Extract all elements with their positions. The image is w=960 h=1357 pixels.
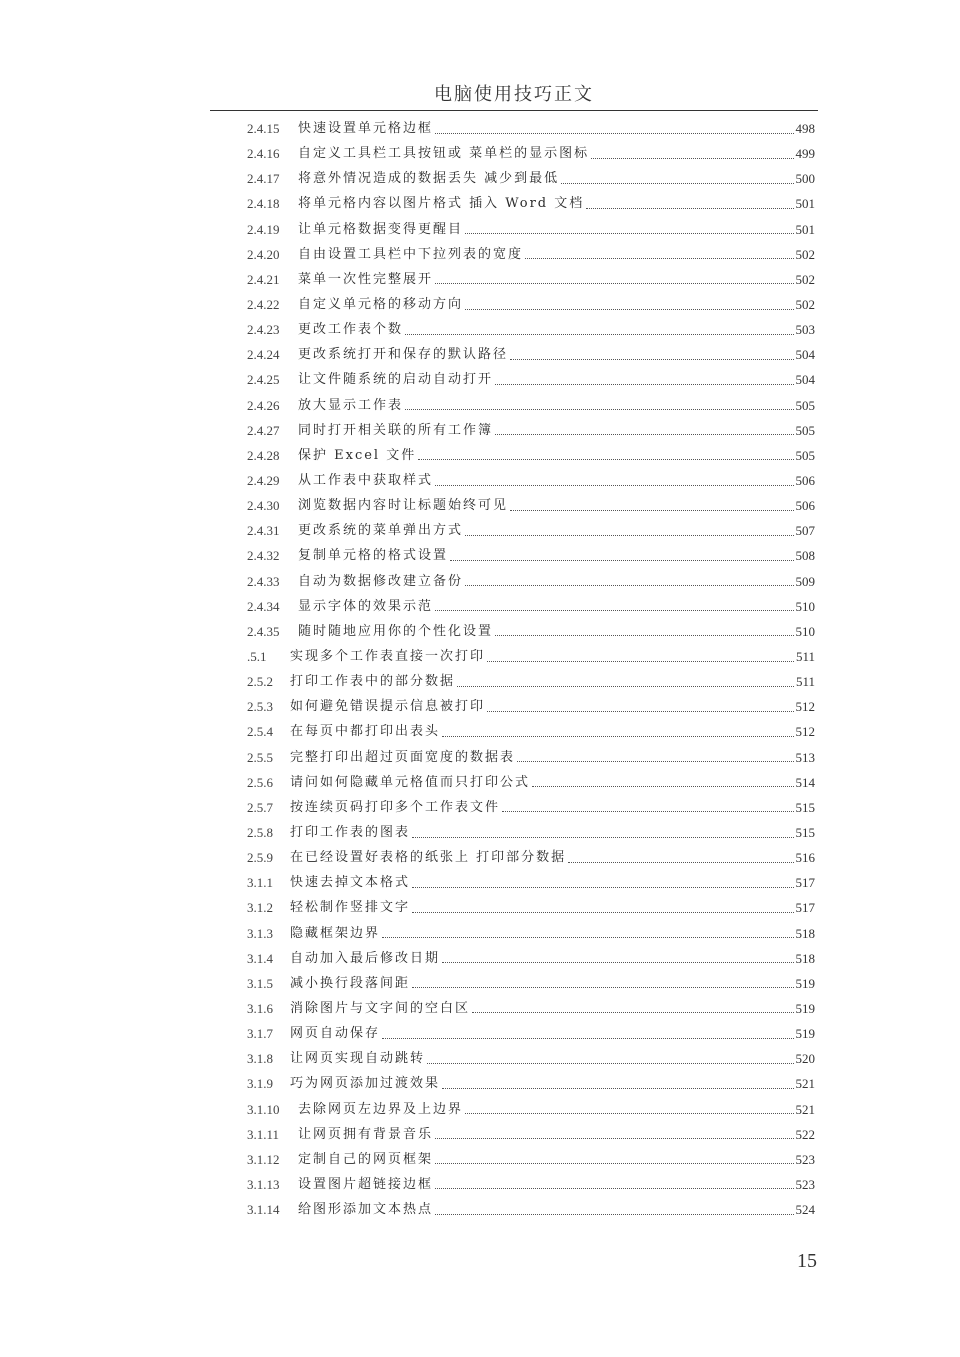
toc-dot-leader — [412, 836, 793, 838]
toc-entry-page: 507 — [795, 523, 815, 539]
toc-dot-leader — [435, 132, 793, 134]
toc-entry-number: 2.5.7 — [247, 799, 273, 815]
toc-entry-page: 517 — [795, 900, 815, 916]
toc-dot-leader — [465, 308, 793, 310]
toc-entry-title: 打印工作表中的部分数据 — [290, 674, 456, 690]
toc-entry-title: 放大显示工作表 — [298, 397, 404, 413]
toc-entry-page: 520 — [795, 1051, 815, 1067]
toc-entry-title: 自定义单元格的移动方向 — [298, 297, 464, 313]
toc-entry — [247, 1046, 815, 1071]
toc-entry — [247, 1021, 815, 1046]
toc-entry-title: 更改系统打开和保存的默认路径 — [298, 347, 509, 363]
toc-entry — [247, 870, 815, 895]
toc-entry-number: 2.4.21 — [247, 271, 280, 287]
toc-dot-leader — [418, 458, 793, 460]
toc-entry — [247, 393, 815, 418]
toc-entry-number: 2.4.23 — [247, 322, 280, 338]
toc-entry-page: 512 — [795, 724, 815, 740]
toc-entry-page: 501 — [795, 196, 815, 212]
toc-dot-leader — [412, 911, 793, 913]
toc-entry-number: 2.5.6 — [247, 774, 273, 790]
toc-entry — [247, 1122, 815, 1147]
toc-dot-leader — [412, 986, 793, 988]
toc-entry-page: 522 — [795, 1126, 815, 1142]
toc-entry-title: 自定义工具栏工具按钮或 菜单栏的显示图标 — [298, 146, 590, 162]
toc-entry — [247, 242, 815, 267]
toc-entry-title: 设置图片超链接边框 — [298, 1176, 434, 1192]
toc-entry-title: 随时随地应用你的个性化设置 — [298, 623, 494, 639]
toc-dot-leader — [405, 333, 793, 335]
toc-entry-page: 524 — [795, 1202, 815, 1218]
toc-entry — [247, 569, 815, 594]
toc-entry-page: 511 — [795, 649, 815, 665]
header-divider — [210, 110, 818, 111]
page-header-title: 电脑使用技巧正文 — [434, 84, 594, 105]
toc-entry-number: 2.5.8 — [247, 825, 273, 840]
toc-dot-leader — [465, 534, 793, 536]
toc-entry — [247, 141, 815, 166]
toc-entry-page: 505 — [795, 397, 815, 413]
toc-entry-page: 508 — [795, 548, 815, 564]
toc-entry-title: 轻松制作竖排文字 — [290, 900, 411, 916]
toc-entry-title: 网页自动保存 — [290, 1026, 381, 1042]
toc-entry — [247, 619, 815, 644]
toc-dot-leader — [495, 383, 793, 385]
toc-entry-number: 2.4.22 — [247, 297, 280, 313]
toc-entry-number: 2.4.30 — [247, 498, 280, 514]
toc-entry-page: 500 — [795, 171, 815, 187]
toc-dot-leader — [495, 634, 793, 636]
toc-dot-leader — [382, 936, 793, 938]
toc-dot-leader — [465, 1112, 793, 1114]
toc-entry-page: 523 — [795, 1151, 815, 1167]
toc-entry-title: 菜单一次性完整展开 — [298, 271, 434, 287]
toc-entry-page: 517 — [795, 875, 815, 891]
toc-entry — [247, 543, 815, 568]
toc-entry-number: 2.5.2 — [247, 674, 273, 690]
toc-entry-title: 让单元格数据变得更醒目 — [298, 221, 464, 237]
toc-entry — [247, 895, 815, 920]
toc-entry-title: 自动加入最后修改日期 — [290, 950, 441, 966]
toc-entry-number: 2.4.31 — [247, 523, 280, 539]
toc-entry-number: 2.4.35 — [247, 623, 280, 639]
toc-entry-page: 504 — [795, 372, 815, 388]
toc-entry — [247, 493, 815, 518]
toc-entry-number: 3.1.5 — [247, 975, 273, 991]
toc-entry — [247, 921, 815, 946]
toc-dot-leader — [586, 207, 793, 209]
toc-dot-leader — [442, 1087, 793, 1089]
toc-entry-number: 2.4.29 — [247, 473, 280, 489]
toc-entry-number: 2.4.28 — [247, 447, 280, 463]
toc-dot-leader — [591, 157, 793, 159]
toc-entry-page: 502 — [795, 271, 815, 287]
toc-entry-page: 516 — [795, 850, 815, 866]
toc-entry-title: 请问如何隐藏单元格值而只打印公式 — [290, 774, 531, 790]
toc-entry-number: 2.5.4 — [247, 724, 273, 740]
toc-entry-page: 509 — [795, 573, 815, 589]
toc-dot-leader — [465, 584, 793, 586]
toc-entry-number: 2.5.9 — [247, 850, 273, 866]
toc-entry — [247, 342, 815, 367]
toc-dot-leader — [495, 433, 793, 435]
toc-entry — [247, 1071, 815, 1096]
toc-entry-number: 3.1.3 — [247, 925, 273, 941]
toc-entry-title: 自由设置工具栏中下拉列表的宽度 — [298, 246, 524, 262]
toc-dot-leader — [510, 358, 793, 360]
toc-dot-leader — [502, 810, 793, 812]
toc-dot-leader — [487, 660, 794, 662]
toc-entry-title: 同时打开相关联的所有工作簿 — [298, 422, 494, 438]
toc-entry-page: 519 — [795, 1026, 815, 1042]
toc-entry-number: 3.1.9 — [247, 1076, 273, 1092]
toc-entry-number: 3.1.12 — [247, 1151, 280, 1167]
toc-entry-title: 在已经设置好表格的纸张上 打印部分数据 — [290, 850, 567, 866]
toc-entry — [247, 1172, 815, 1197]
toc-entry-title: 让网页实现自动跳转 — [290, 1051, 426, 1067]
toc-dot-leader — [427, 1062, 793, 1064]
toc-entry — [247, 267, 815, 292]
toc-entry-title: 给图形添加文本热点 — [298, 1202, 434, 1218]
toc-dot-leader — [435, 1162, 793, 1164]
toc-entry — [247, 669, 815, 694]
toc-entry — [247, 166, 815, 191]
toc-dot-leader — [442, 735, 793, 737]
toc-entry-title: 巧为网页添加过渡效果 — [290, 1076, 441, 1092]
toc-entry-number: 3.1.11 — [247, 1126, 280, 1142]
toc-entry-page: 505 — [795, 447, 815, 463]
toc-entry-page: 518 — [795, 925, 815, 941]
toc-entry — [247, 719, 815, 744]
toc-entry-number: 2.4.32 — [247, 548, 280, 564]
toc-entry-title: 浏览数据内容时让标题始终可见 — [298, 498, 509, 514]
toc-entry-number: 2.5.5 — [247, 749, 273, 765]
toc-entry-title: 打印工作表的图表 — [290, 825, 411, 840]
toc-entry-title: 让文件随系统的启动自动打开 — [298, 372, 494, 388]
toc-entry — [247, 971, 815, 996]
toc-entry-page: 501 — [795, 221, 815, 237]
toc-entry-page: 502 — [795, 246, 815, 262]
toc-entry — [247, 845, 815, 870]
toc-entry-page: 519 — [795, 975, 815, 991]
toc-entry — [247, 820, 815, 845]
toc-entry-page: 523 — [795, 1176, 815, 1192]
toc-entry-title: 复制单元格的格式设置 — [298, 548, 449, 564]
toc-entry — [247, 191, 815, 216]
toc-entry-page: 518 — [795, 950, 815, 966]
toc-dot-leader — [435, 484, 793, 486]
toc-entry-number: 2.4.33 — [247, 573, 280, 589]
toc-entry-number: 2.4.15 — [247, 121, 280, 137]
toc-entry-page: 519 — [795, 1000, 815, 1016]
toc-entry-title: 快速去掉文本格式 — [290, 875, 411, 891]
toc-entry-page: 512 — [795, 699, 815, 715]
toc-dot-leader — [465, 232, 793, 234]
toc-entry-page: 513 — [795, 749, 815, 765]
toc-entry-title: 显示字体的效果示范 — [298, 598, 434, 614]
toc-dot-leader — [487, 710, 793, 712]
toc-entry-page: 506 — [795, 498, 815, 514]
toc-entry-number: 3.1.2 — [247, 900, 273, 916]
toc-entry-number: 3.1.1 — [247, 875, 273, 891]
toc-entry — [247, 443, 815, 468]
toc-entry-title: 减小换行段落间距 — [290, 975, 411, 991]
toc-entry-page: 504 — [795, 347, 815, 363]
toc-entry-title: 如何避免错误提示信息被打印 — [290, 699, 486, 715]
toc-entry — [247, 1147, 815, 1172]
toc-dot-leader — [435, 282, 793, 284]
toc-entry-number: 2.4.26 — [247, 397, 280, 413]
toc-entry — [247, 116, 815, 141]
toc-entry-number: 2.4.24 — [247, 347, 280, 363]
toc-dot-leader — [412, 886, 793, 888]
toc-entry-page: 505 — [795, 422, 815, 438]
toc-entry-title: 去除网页左边界及上边界 — [298, 1101, 464, 1117]
toc-entry-number: 3.1.13 — [247, 1176, 280, 1192]
toc-entry-number: 2.5.3 — [247, 699, 273, 715]
toc-dot-leader — [568, 861, 793, 863]
toc-entry — [247, 795, 815, 820]
toc-entry-title: 完整打印出超过页面宽度的数据表 — [290, 749, 516, 765]
toc-entry — [247, 594, 815, 619]
toc-dot-leader — [435, 1187, 793, 1189]
toc-entry — [247, 418, 815, 443]
toc-entry-page: 510 — [795, 623, 815, 639]
toc-entry-number: 2.4.25 — [247, 372, 280, 388]
toc-entry-page: 515 — [795, 799, 815, 815]
toc-entry-number: 2.4.17 — [247, 171, 280, 187]
toc-entry-number: 3.1.4 — [247, 950, 273, 966]
toc-entry-page: 499 — [795, 146, 815, 162]
toc-entry-number: 2.4.18 — [247, 196, 280, 212]
toc-entry-title: 自动为数据修改建立备份 — [298, 573, 464, 589]
toc-entry-number: 2.4.16 — [247, 146, 280, 162]
toc-entry — [247, 996, 815, 1021]
toc-dot-leader — [525, 257, 793, 259]
toc-entry-number: 2.4.27 — [247, 422, 280, 438]
toc-entry-title: 消除图片与文字间的空白区 — [290, 1000, 471, 1016]
toc-entry — [247, 745, 815, 770]
toc-dot-leader — [405, 408, 793, 410]
table-of-contents — [247, 116, 815, 1222]
toc-entry-page: 515 — [795, 825, 815, 840]
toc-entry-title: 将意外情况造成的数据丢失 减少到最低 — [298, 171, 560, 187]
toc-entry — [247, 946, 815, 971]
toc-entry-title: 更改工作表个数 — [298, 322, 404, 338]
toc-dot-leader — [472, 1011, 793, 1013]
toc-entry-page: 511 — [795, 674, 815, 690]
toc-entry-number: 2.4.19 — [247, 221, 280, 237]
toc-entry-page: 506 — [795, 473, 815, 489]
toc-entry — [247, 1197, 815, 1222]
toc-dot-leader — [517, 760, 793, 762]
toc-entry — [247, 1096, 815, 1121]
toc-dot-leader — [435, 609, 793, 611]
toc-dot-leader — [382, 1037, 793, 1039]
toc-entry — [247, 217, 815, 242]
toc-entry-number: .5.1 — [247, 649, 267, 665]
toc-entry-title: 定制自己的网页框架 — [298, 1151, 434, 1167]
toc-entry-number: 3.1.10 — [247, 1101, 280, 1117]
toc-entry — [247, 694, 815, 719]
toc-dot-leader — [532, 785, 793, 787]
toc-dot-leader — [561, 182, 793, 184]
toc-entry-page: 510 — [795, 598, 815, 614]
toc-entry-page: 514 — [795, 774, 815, 790]
toc-entry-page: 521 — [795, 1101, 815, 1117]
toc-entry-number: 3.1.7 — [247, 1026, 273, 1042]
toc-dot-leader — [435, 1213, 793, 1215]
toc-entry-title: 更改系统的菜单弹出方式 — [298, 523, 464, 539]
toc-entry-title: 保护 Excel 文件 — [298, 447, 417, 463]
toc-entry-page: 521 — [795, 1076, 815, 1092]
toc-entry-title: 从工作表中获取样式 — [298, 473, 434, 489]
toc-entry — [247, 770, 815, 795]
page-number: 15 — [797, 1250, 817, 1272]
toc-entry-number: 2.4.34 — [247, 598, 280, 614]
toc-entry — [247, 292, 815, 317]
toc-entry-page: 498 — [795, 121, 815, 137]
toc-entry-page: 502 — [795, 297, 815, 313]
toc-entry-title: 按连续页码打印多个工作表文件 — [290, 799, 501, 815]
toc-entry — [247, 367, 815, 392]
toc-entry-title: 隐藏框架边界 — [290, 925, 381, 941]
toc-entry — [247, 317, 815, 342]
toc-entry-number: 2.4.20 — [247, 246, 280, 262]
toc-entry-title: 在每页中都打印出表头 — [290, 724, 441, 740]
toc-entry-title: 将单元格内容以图片格式 插入 Word 文档 — [298, 196, 585, 212]
toc-entry — [247, 644, 815, 669]
toc-dot-leader — [457, 685, 794, 687]
toc-entry-title: 让网页拥有背景音乐 — [298, 1126, 434, 1142]
toc-entry-page: 503 — [795, 322, 815, 338]
toc-entry-number: 3.1.6 — [247, 1000, 273, 1016]
toc-entry — [247, 518, 815, 543]
toc-entry-title: 快速设置单元格边框 — [298, 121, 434, 137]
toc-entry-number: 3.1.14 — [247, 1202, 280, 1218]
toc-dot-leader — [435, 1137, 793, 1139]
toc-entry — [247, 468, 815, 493]
toc-dot-leader — [450, 559, 793, 561]
toc-dot-leader — [442, 961, 793, 963]
toc-entry-title: 实现多个工作表直接一次打印 — [290, 649, 486, 665]
toc-dot-leader — [510, 509, 793, 511]
toc-entry-number: 3.1.8 — [247, 1051, 273, 1067]
